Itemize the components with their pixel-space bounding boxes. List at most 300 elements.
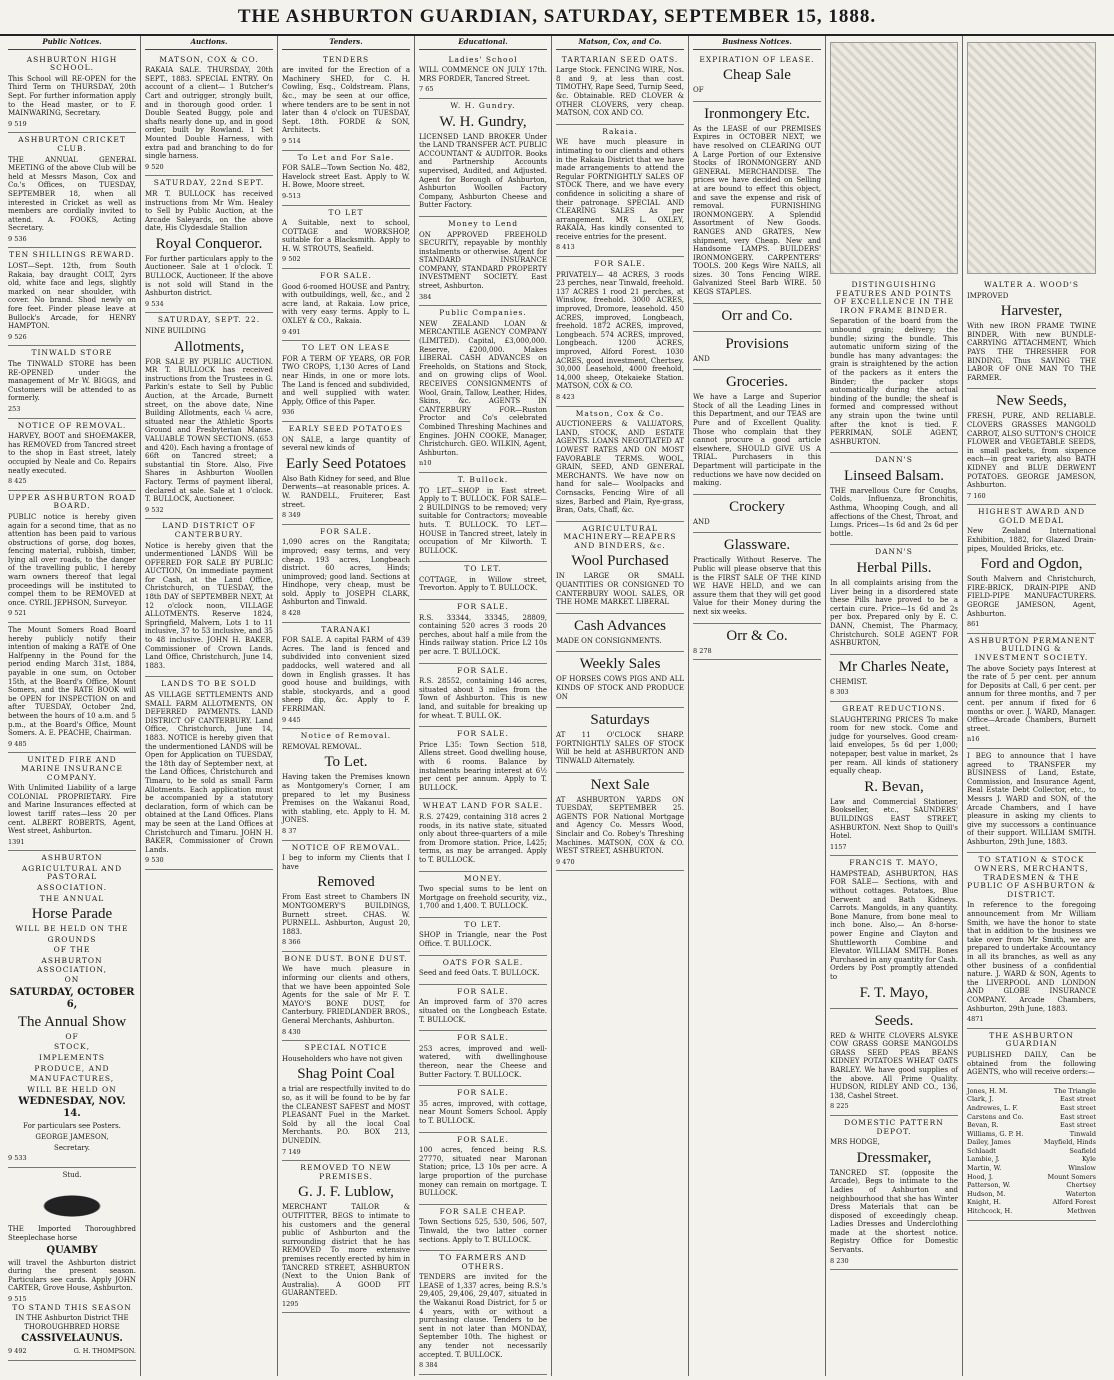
ad-reference-number: 7 160 <box>967 491 986 500</box>
ad-display-heading: Orr and Co. <box>721 307 793 324</box>
column-8 <box>963 36 1100 1376</box>
ad-body: PUBLIC notice is hereby given again for a second time, that as no attention has been paid to various obstructions of gorse, dog boxes, fencing material, rubbish, timber, lying all over roads, to the danger of the travelling public, I hereby warn owners thereof that legal proceedings will be instituted to compel them to be REMOVED at once. CYRIL JEPHSON, Surveyor. <box>8 512 136 607</box>
advertisement <box>419 53 547 99</box>
ad-title: Matson, Cox & Co. <box>575 408 665 418</box>
agent-row <box>967 1130 1096 1139</box>
ad-title: TARANAKI <box>321 624 371 634</box>
ad-title: TARTARIAN SEED OATS. <box>561 54 679 64</box>
column-2 <box>141 36 278 1376</box>
ad-body: An improved farm of 370 acres situated on the Longbeach Estate. T. BULLOCK. <box>419 998 547 1024</box>
ad-body-continued: a trial are respectfully invited to do so, as it will be found to be by far the CLEANEST SAFEST and MOST PLEASANT Fuel in the Market. Sold by all the local Coal Merchants. P.O. BOX 213, DUNEDIN. <box>282 1085 410 1145</box>
ad-body-continued: AT ASHBURTON YARDS ON TUESDAY, SEPTEMBER 25. AGENTS FOR National Mortgage and Agency Co. Messrs Wood, Sinclair and Co. Robey's Threshing Machines. MATSON, COX & CO. WEST STREET, ASHBURTON. <box>556 795 684 856</box>
ad-body: IMPROVED <box>967 291 1009 300</box>
ad-body: We have much pleasure in informing our clients and others, that we have been appointed Sole Agents for the sale of Mr F. T. MAYO'S BONE DUST, for Canterbury. FRIEDLANDER BROS., General Merchants, Ashburton. <box>282 965 410 1026</box>
ad-reference-number: 9 515 <box>8 1294 27 1303</box>
ad-body: 100 acres, fenced being R.S. 27770, situated near Maronan Station; price, L3 10s per acre. A large proportion of the purchase money can remain on mortgage. T. BULLOCK. <box>419 1146 547 1198</box>
advertisement <box>282 1041 410 1161</box>
ad-title: THE ASHBURTON GUARDIAN <box>989 1030 1074 1049</box>
ad-title: DANN'S <box>875 547 913 557</box>
ad-title: AGRICULTURAL MACHINERY—REAPERS AND BINDERS, &c. <box>563 523 677 550</box>
ad-title: Notice of Removal. <box>300 731 392 741</box>
ad-reference-number: 4871 <box>967 1015 984 1024</box>
ad-body: This School will RE-OPEN for the Third Term on THURSDAY, 20th Sept. For further information apply to the Head master, or to F. MAINWARING, Secretary. <box>8 74 136 118</box>
ad-reference-number: 8 349 <box>282 511 301 520</box>
ad-reference-number: 9 521 <box>8 609 27 618</box>
masthead <box>0 0 1114 36</box>
advertisement <box>282 151 410 206</box>
ad-body: The above Society pays Interest at the rate of 5 per cent. per annum for Deposits at Call, 6 per cent. per annum for three months, and 7 per cent. per annum if fixed for 6 months or over. J. WARD, Manager. Office—Arcade Chambers, Burnett street. <box>967 664 1096 733</box>
ad-body-continued: IN LARGE OR SMALL QUANTITIES OR CONSIGNED TO CANTERBURY WOOL SALES, OR THE HOME MARKET. LIBERAL <box>556 572 684 607</box>
ad-title: HIGHEST AWARD AND GOLD MEDAL <box>978 507 1085 525</box>
agent-name: Dailey, James <box>967 1138 1011 1147</box>
ad-reference-number: n16 <box>967 735 980 744</box>
ad-body: ON SALE, a large quantity of several new kinds of <box>282 435 410 453</box>
advertisement <box>145 176 273 313</box>
advertisement <box>419 1031 547 1086</box>
advertisement <box>556 708 684 772</box>
ad-display-heading: Groceries. <box>725 374 789 391</box>
ad-body: 35 acres, improved, with cottage, near Mount Somers School. Apply to T. BULLOCK. <box>419 1099 547 1125</box>
advertisement <box>419 99 547 217</box>
ad-body: WE have much pleasure in intimating to our clients and others in the Rakaia District that we have made arrangements to attend the Regular FORTNIGHTLY SALES OF STOCK There, and we have every confidence in soliciting a share of their patronage. SPECIAL AND CLEARING SALES As per arrangement. MR L. OXLEY, RAKAIA, Has kindly consented to receive entries for the present. <box>556 138 684 241</box>
advertisement <box>830 1009 958 1116</box>
agent-row <box>967 1190 1096 1199</box>
ad-body-continued: THE marvellous Cure for Coughs, Colds, Influenza, Bronchitis, Asthma, Whooping Cough, and all affections of the Chest, Throat, and Lungs. Prices—1s 6d and 2s 6d per bottle. <box>830 486 958 538</box>
announcement-line: WILL BE HELD ON THE <box>15 924 129 934</box>
column-3 <box>278 36 415 1376</box>
binder-illustration <box>830 42 958 274</box>
announcement-line: OF THE <box>53 945 91 955</box>
ad-display-heading: Next Sale <box>590 776 650 793</box>
agent-location: East street <box>1060 1121 1096 1130</box>
ad-reference-number: 936 <box>282 408 295 417</box>
announcement-line: WILL BE HELD ON <box>27 1084 117 1094</box>
announcement-line: PRODUCE, AND <box>34 1063 110 1073</box>
ad-reference-number: 9-513 <box>282 191 301 200</box>
advertisement <box>967 1029 1096 1084</box>
ad-reference-number: 7 149 <box>282 1147 301 1156</box>
ad-body: 253 acres, improved and well-watered, with dwellinghouse thereon, near the Cheese and Butter Factory. T. BULLOCK. <box>419 1044 547 1079</box>
ad-title: To Let and For Sale. <box>297 152 395 162</box>
ad-display-heading: Glassware. <box>723 537 791 554</box>
ad-body-continued: OF HORSES COWS PIGS AND ALL KINDS OF STOCK AND PRODUCE ON <box>556 675 684 701</box>
announcement-line: AGRICULTURAL AND PASTORAL <box>21 863 123 882</box>
ad-title: MONEY. <box>463 873 503 883</box>
ad-body-continued: We have a Large and Superior Stock of all the Leading Lines in this Department, and our TEAS are Pure and of Excellent Quality. Those who complain that they cannot procure a good article elsewhere, SHOULD GIVE US A TRIAL. Purchasers in this Department will participate in the reductions we have now decided on making. <box>693 393 821 488</box>
ad-title: BONE DUST. BONE DUST. <box>284 953 408 963</box>
ad-body: R.S. 28552, containing 146 acres, situated about 3 miles from the Town of Ashburton. This is new land, and suitable for breaking up for wheat. T. BULL OK. <box>419 677 547 720</box>
ad-display-heading: Wool Purchased <box>571 553 669 570</box>
ad-title: FOR SALE CHEAP. <box>439 1206 527 1216</box>
column-1 <box>4 36 141 1376</box>
advertisement <box>419 918 547 956</box>
column-heading: Public Notices. <box>8 38 136 50</box>
agent-name: Williams, G. P. H. <box>967 1129 1024 1138</box>
agent-location: East street <box>1060 1112 1096 1121</box>
ad-title: MATSON, COX & CO. <box>159 54 259 64</box>
ad-body: Separation of the board from the unbound grain; delivery; the bundle; sizing the bundle. This automatic uniform sizing of the bundle has many advantages: the grain is straightened by the action of the packers as it enters the Binder; the packer stops automatically during the actual binding of the bundle; the sheaf is formed and compressed without any strain upon the twine until after the knot is tied. F. PERRIMAN, SOLE AGENT, ASHBURTON. <box>830 317 958 446</box>
advertisement <box>830 545 958 654</box>
ad-body: TENDERS are invited for the LEASE of 1,337 acres, being R.S.'s 29,405, 29,406, 29,407, situated in the Wakanui Road District, for 5 or 4 years, with or without a purchasing clause. Tenders to be sent in not later than MONDAY, September 10th. The highest or any tender not necessarily accepted. T. BULLOCK. <box>419 1273 547 1359</box>
advertisement <box>419 1133 547 1205</box>
ad-reference-number: 8 366 <box>282 938 301 947</box>
stud-title: TO STAND THIS SEASON <box>12 1302 132 1312</box>
column-heading: Tenders. <box>282 38 410 50</box>
column-heading: Educational. <box>419 38 547 50</box>
ad-reference-number: 9 491 <box>282 327 301 336</box>
ad-title: Public Companies. <box>439 308 527 318</box>
ad-display-heading: Linseed Balsam. <box>844 467 944 484</box>
ad-body-continued: For further particulars apply to the Auctioneer. Sale at 1 o'clock. T. BULLOCK, Auctioneer. If the above is not sold will Stand in the Ashburton district. <box>145 254 273 298</box>
ad-body: RAKAIA SALE. THURSDAY, 20th SEPT., 1883. SPECIAL ENTRY. On account of a client— 1 Butcher's Cart and outrigger, strongly built, and in thorough good order. 1 Double Seated Buggy, pole and shafts nearly done up, and in good order, built by Rowland. 1 Set Mounted Double Harness, with extra pad and branching to do for single harness. <box>145 66 273 161</box>
ad-display-heading: Royal Conqueror. <box>155 235 263 252</box>
agent-name: Andrewes, L. F. <box>967 1103 1018 1112</box>
agent-location: East street <box>1060 1095 1096 1104</box>
ad-body: TO LET—SHOP in East street. Apply to T. BULLOCK. FOR SALE—2 BUILDINGS to be removed; very suitable for Contractors; moveable huts. T. BULLOCK. TO LET—HOUSE in Tancred street, lately in occupation of Mr Kilworth. T. BULLOCK. <box>419 486 547 555</box>
ad-title: FOR SALE. <box>457 1134 509 1144</box>
agent-location: Mount Somers <box>1047 1172 1096 1181</box>
ad-title: LAND DISTRICT OF CANTERBURY. <box>162 521 256 539</box>
stud-footer <box>8 1347 136 1356</box>
ad-reference-number: 8 278 <box>693 646 712 655</box>
ad-body: R.S. 33344, 33345, 28809, containing 520 acres 3 roods 20 perches, about half a mile from the Hinds railway station. Price L2 10s per acre. T. BULLOCK. <box>419 613 547 657</box>
agent-name: Knight, H. <box>967 1198 1001 1207</box>
ad-display-heading: Provisions <box>725 335 789 352</box>
ad-title: UPPER ASHBURTON ROAD BOARD. <box>8 492 136 511</box>
advertisement <box>419 1251 547 1375</box>
ad-body-continued: Also Bath Kidney for seed, and Blue Derwents—at reasonable prices. A. W. RANDELL, Fruiterer, East street. <box>282 474 410 509</box>
agent-row <box>967 1164 1096 1173</box>
ad-body: Two special sums to be lent on Mortgage on freehold security, viz., 1,700 and 1,400. T. BULLOCK. <box>419 885 547 911</box>
agent-name: Lambie, J. <box>967 1155 1000 1164</box>
ad-reference-number: 8 425 <box>8 477 27 486</box>
advertisement <box>693 370 821 495</box>
ad-title: TO LET <box>328 207 364 217</box>
ad-title: ASHBURTON PERMANENT BUILDING & INVESTMENT SOCIETY. <box>968 635 1095 662</box>
horse-illustration <box>8 1182 136 1222</box>
advertisement <box>693 332 821 371</box>
agent-name: Patterson, W. <box>967 1181 1011 1190</box>
advertisement <box>8 346 136 418</box>
ad-body-continued: CHEMIST. <box>830 677 868 686</box>
advertisement <box>419 473 547 562</box>
announcement-signature: GEORGE JAMESON, <box>35 1132 109 1141</box>
announcement-line: OF <box>65 1031 79 1041</box>
ad-body: Householders who have not given <box>282 1054 403 1063</box>
advertisement <box>419 664 547 728</box>
agent-name: Hood, J. <box>967 1172 993 1181</box>
ad-display-heading: G. J. F. Lublow, <box>298 1184 394 1201</box>
ad-title: TO LET ON LEASE <box>302 343 390 353</box>
ad-title: T. Bullock. <box>457 474 509 484</box>
advertisement <box>8 419 136 491</box>
ad-reference-number: 9 519 <box>8 119 27 128</box>
ad-body-continued: Practically Without Reserve. The Public will please observe that this is the FIRST SALE OF THE KIND WE HAVE HELD, and we can assure them that they will get good Value for their Money during the next six weeks. <box>693 556 821 616</box>
advertisement <box>419 956 547 985</box>
ad-display-heading: Dressmaker, <box>856 1149 932 1166</box>
advertisement <box>282 525 410 623</box>
advertisement <box>282 729 410 840</box>
ad-reference-number: 9 445 <box>282 715 301 724</box>
agent-name: Martin, W. <box>967 1164 1002 1173</box>
advertisement <box>8 753 136 851</box>
agent-name: Carstens and Co. <box>967 1112 1024 1121</box>
advertisement <box>556 773 684 872</box>
ad-display-heading: Allotments, <box>173 338 245 355</box>
advertisement <box>830 1116 958 1270</box>
announcement-line: MANUFACTURES, <box>29 1074 115 1084</box>
agent-row <box>967 1173 1096 1182</box>
ad-title: TINWALD STORE <box>31 348 113 358</box>
advertisement <box>145 519 273 677</box>
ad-title: FOR SALE. <box>457 1088 509 1098</box>
masthead-title: THE ASHBURTON GUARDIAN, SATURDAY, SEPTEMBER 15, 1888. <box>237 6 877 27</box>
announcement-role: Secretary. <box>54 1143 90 1152</box>
ad-title: ASHBURTON HIGH SCHOOL. <box>26 54 118 73</box>
agent-location: Mayfield, Hinds <box>1043 1138 1096 1147</box>
ad-reference-number: 8 303 <box>830 688 849 697</box>
ad-reference-number: 1391 <box>8 837 25 846</box>
harvester-illustration <box>967 42 1096 274</box>
ad-body: AUCTIONEERS & VALUATORS, LAND, STOCK, AND ESTATE AGENTS. LOANS NEGOTIATED AT LOWEST RATES AND ON MOST FAVORABLE TERMS. WOOL, GRAIN, SEED, AND GENERAL MERCHANTS. We have now on hand for sale— Woolpacks and Cornsacks, Fencing Wire of all sizes, Barbed and Plain, Rye-grass, Bran, Oats, Chaff, &c. <box>556 420 684 515</box>
ad-body-continued: AND <box>693 517 710 526</box>
ad-reference-number: 8 37 <box>282 826 297 835</box>
ad-title: GREAT REDUCTIONS. <box>842 703 946 713</box>
advertisement <box>693 495 821 534</box>
advertisement <box>967 505 1096 634</box>
ad-reference-number: 9 520 <box>145 162 164 171</box>
agent-row <box>967 1113 1096 1122</box>
ad-display-heading: Shag Point Coal <box>297 1066 395 1083</box>
advertisement <box>282 206 410 270</box>
announcement-footer: For particulars see Posters. <box>23 1122 121 1131</box>
advertisement <box>419 985 547 1031</box>
stud-notices <box>8 1168 136 1361</box>
agent-row <box>967 1207 1096 1216</box>
ad-body: COTTAGE, in Willow street, Trevorton. Apply to T. BULLOCK. <box>419 575 547 593</box>
ad-body: Large Stock. FENCING WIRE, Nos. 8 and 9, at less than cost. TIMOTHY, Rape Seed, Turnip Seed, &c. Obtainable. RED CLOVER & OTHER CLOVERS, very cheap. MATSON, COX AND CO. <box>556 66 684 118</box>
ad-reference-number: 8 430 <box>282 1027 301 1036</box>
show-announcement <box>8 851 136 1167</box>
advertisement <box>282 952 410 1041</box>
advertisement <box>145 677 273 869</box>
ad-title: TO FARMERS AND OTHERS. <box>439 1253 527 1271</box>
agent-location: Methven <box>1066 1207 1096 1216</box>
ad-body: Price L35: Town Section 518, Allens street. Good dwelling house, with 6 rooms. Balance by instalments bearing interest at 6½ per cent per annum. Apply to T. BULLOCK. <box>419 740 547 792</box>
ad-reference-number: 8 225 <box>830 1102 849 1111</box>
agent-row <box>967 1121 1096 1130</box>
advertisement <box>556 53 684 125</box>
advertisement <box>8 133 136 248</box>
ad-body-continued: MERCHANT TAILOR & OUTFITTER, BEGS to intimate to his customers and the general public of Ashburton and the surrounding district that he has REMOVED To more extensive premises recently erected by him in TANCRED STREET, ASHBURTON (Next to the Union Bank of Australia). A GOOD FIT GUARANTEED. <box>282 1203 410 1298</box>
stud-heading: Stud. <box>62 1170 82 1179</box>
ad-reference-number: 253 <box>8 404 21 413</box>
agent-location: East street <box>1060 1103 1096 1112</box>
advertisement <box>693 624 821 661</box>
stud-signature: G. H. THOMPSON. <box>73 1347 136 1356</box>
column-7 <box>826 36 963 1376</box>
agent-row <box>967 1198 1096 1207</box>
advertisement <box>282 269 410 341</box>
agent-name: Hitchcock, H. <box>967 1207 1013 1216</box>
agent-name: Hudson, M. <box>967 1189 1006 1198</box>
ad-display-heading: R. Bevan, <box>864 778 924 795</box>
ad-body: HARVEY, BOOT and SHOEMAKER, has REMOVED from Tancred street to the shop in East street, lately occupied by Neale and Co. Repairs neatly executed. <box>8 432 136 475</box>
ad-title: TO STATION & STOCK OWNERS, MERCHANTS, TRADESMEN & THE PUBLIC OF ASHBURTON & DISTRICT. <box>967 855 1096 899</box>
stud-body-continued: will travel the Ashburton district during the present season. Particulars see cards. Apply JOHN CARTER, Grove House, Ashburton. <box>8 1258 136 1293</box>
advertisement <box>830 453 958 545</box>
announcement-heading: Horse Parade <box>31 906 113 923</box>
ad-title: LANDS TO BE SOLD <box>161 679 257 689</box>
ad-title: DISTINGUISHING FEATURES AND POINTS OF EXCELLENCE IN THE IRON FRAME BINDER. <box>833 280 955 315</box>
ad-body: MRS HODGE, <box>830 1138 880 1147</box>
agent-location: Tinwald <box>1069 1129 1096 1138</box>
ad-title: WHEAT LAND FOR SALE. <box>422 801 544 811</box>
ad-body: MR T. BULLOCK has received instructions from Mr Wm. Healey to Sell by Public Auction, at the Arcade Saleyards, on the above date, His Clydesdale Stallion <box>145 189 273 233</box>
advertisement <box>282 841 410 952</box>
advertisement <box>282 1161 410 1313</box>
advertisement <box>556 125 684 257</box>
advertisement <box>8 248 136 346</box>
advertisement <box>693 102 821 304</box>
advertisement <box>419 1086 547 1132</box>
ad-body-continued: As the LEASE of our PREMISES Expires in OCTOBER NEXT, we have resolved on CLEARING OUT A Large Portion of our Extensive Stocks of IRONMONGERY AND GENERAL MERCHANDISE. The prices we have decided on Selling at are bound to effect this object, and save the expense and risk of removal. FURNISHING IRONMONGERY. A Splendid Assortment of New Goods. RANGES AND GRATES, New shipment, very Cheap. New and Handsome LAMPS. BUILDERS' IRONMONGERY. CARPENTERS' TOOLS. 200 Kegs Wire NAILS, all sizes. 30 Tons Fencing WIRE. Galvanized Steel Barb WIRE. 50 KEGS STAPLES. <box>693 124 821 297</box>
advertisement <box>967 853 1096 1028</box>
advertisement <box>8 623 136 753</box>
agent-location: Chertsey <box>1066 1181 1096 1190</box>
advertisement <box>419 600 547 664</box>
agents-list <box>967 1084 1096 1221</box>
ad-body: AS VILLAGE SETTLEMENTS AND SMALL FARM ALLOTMENTS, ON DEFERRED PAYMENTS. LAND DISTRICT OF CANTERBURY. Land Office, Christchurch, June 14, 1883. NOTICE is hereby given that the undermentioned LANDS will be Open for Application on TUESDAY, the 18th day of September next, at the Land Offices, Christchurch and Timaru, to be sold as small Farm Allotments. Each application must be accompanied by a statutory declaration, form of which can be obtained at the Land Offices. Plans may be seen at the Land Offices at Christchurch and Timaru. JOHN H. BAKER, Commissioner of Crown Lands. <box>145 691 273 854</box>
ad-body: NINE BUILDING <box>145 327 206 336</box>
ad-display-heading: Early Seed Potatoes <box>286 455 406 472</box>
advertisement <box>419 562 547 600</box>
advertisement <box>419 799 547 871</box>
ad-display-heading: Seeds. <box>874 1012 914 1029</box>
ad-body: In reference to the foregoing announcement from Mr William Smith, we have the honor to state that in addition to the business we take over from Mr Smith, we are prepared to undertake Accountancy in all its branches, as well as any other business of a confidential nature. J. WARD & SON, Agents to the LIVERPOOL AND LONDON AND GLOBE INSURANCE COMPANY. Arcade Chambers, Ashburton, 29th June, 1883. <box>967 901 1096 1013</box>
stud-body: THE Imported Thoroughbred Steeplechase horse <box>8 1225 136 1242</box>
agent-row <box>967 1147 1096 1156</box>
advertisement <box>830 655 958 702</box>
advertisement <box>282 53 410 151</box>
ad-display-heading: New Seeds, <box>996 393 1067 410</box>
ad-reference-number: 9 526 <box>8 332 27 341</box>
ad-reference-number: 9 492 <box>8 1347 27 1356</box>
ad-display-heading: Cheap Sale <box>723 67 791 84</box>
ad-body: are invited for the Erection of a Machinery SHED, for C. H. Cowling, Esq., Coldstream. Plans, &c., may be seen at our office, where tenders are to be sent in not later than 4 o'clock on TUESDAY, Sept. 18th. FORDE & SON, Architects. <box>282 66 410 135</box>
column-6 <box>689 36 826 1376</box>
ad-title: REMOVED TO NEW PREMISES. <box>300 1163 392 1181</box>
agent-location: Winslow <box>1068 1164 1096 1173</box>
ad-display-heading: Saturdays <box>590 712 650 729</box>
ad-body-continued: In all complaints arising from the Liver being in a disordered state these Pills have proved to be a certain cure. Price—1s 6d and 2s per box. Prepared only by E. C. DANN, Chemist, The Pharmacy, Christchurch. SOLE AGENT FOR ASHBURTON, <box>830 579 958 648</box>
agent-row <box>967 1095 1096 1104</box>
ad-body: THE ANNUAL GENERAL MEETING of the above Club will be held at Messrs Mason, Cox and Co.'s Offices, on TUESDAY, SEPTEMBER 18, when all interested in Cricket as well as members are cordially invited to attend. A. FOOKS, Acting Secretary. <box>8 155 136 233</box>
ad-title: NOTICE OF REMOVAL. <box>17 420 127 430</box>
announcement-line: GROUNDS <box>47 934 97 944</box>
ad-reference-number: 8 423 <box>556 392 575 401</box>
agent-row <box>967 1181 1096 1190</box>
announcement-date: SATURDAY, OCTOBER 6, <box>9 986 135 1010</box>
agent-row <box>967 1104 1096 1113</box>
ad-body-continued: South Malvern and Christchurch, FIRE-BRICK, DRAIN-PIPE AND FIELD-PIPE MANUFACTURERS. GEORGE JAMESON, Agent, Ashburton. <box>967 575 1096 618</box>
ad-body-continued: AND <box>693 354 710 363</box>
ad-display-heading: F. T. Mayo, <box>859 984 929 1001</box>
ad-body: SHOP in Triangle, near the Post Office. T. BULLOCK. <box>419 931 547 949</box>
ad-body-continued: RED & WHITE CLOVERS ALSYKE COW GRASS GORSE MANGOLDS GRASS SEED PEAS BEANS KIDNEY POTATOES WHEAT OATS BARLEY. We have good supplies of the above. All Prime Quality. HUDSON, RIDLEY AND CO., 136, 138, Cashel Street. <box>830 1031 958 1100</box>
ad-reference-number: 9 502 <box>282 255 301 264</box>
agent-name: Jones, H. M. <box>967 1086 1008 1095</box>
ad-reference-number: 9 533 <box>8 1154 27 1163</box>
ad-title: DANN'S <box>875 455 913 465</box>
ad-display-heading: Harvester, <box>1000 303 1063 320</box>
agent-location: Waterton <box>1065 1189 1096 1198</box>
ad-title: WALTER A. WOOD'S <box>983 280 1080 289</box>
advertisement <box>693 304 821 332</box>
ad-body: I BEG to announce that I have agreed to TRANSFER my BUSINESS of Land, Estate, Commission, and Insurance Agent, Real Estate Debt Collector, etc., to Messrs J. WARD and SON, of the Arcade Chambers, and I have pleasure in asking my clients to give my successors a continuance of their support. WILLIAM SMITH. Ashburton, 29th June, 1883. <box>967 751 1096 846</box>
ad-title: FOR SALE. <box>457 729 509 739</box>
ad-title: SATURDAY, 22nd SEPT. <box>153 178 265 188</box>
advertisement <box>830 278 958 453</box>
ad-title: FOR SALE. <box>320 526 372 536</box>
ad-body-continued: From East street to Chambers IN MONTGOMERY'S BUILDINGS, Burnett street. CHAS. W. PURNELL. Ashburton, August 20, 1883. <box>282 893 410 936</box>
advertisement <box>145 313 273 519</box>
ad-reference-number: 9 532 <box>145 505 164 514</box>
advertisement <box>419 217 547 306</box>
ad-body: SLAUGHTERING PRICES To make room for new stock. Come and judge for yourselves. Good cream-laid envelopes, 5s 6d per 1,000; notepaper, best value in market, 2s per ream. All kinds of stationery equally cheap. <box>830 715 958 776</box>
ad-body: WILL COMMENCE ON JULY 17th. MRS FORDER, Tancred Street. <box>419 66 547 83</box>
ad-body: LOST—Sept. 12th, from South Rakaia, bay draught COLT, 2yrs old, white face and legs, slightly marked on near shoulder, with cover. No brand. Shod newly on fore feet. Finder please leave at Bullock's Arcade, for HENRY HAMPTON. <box>8 262 136 331</box>
ad-body: Notice is hereby given that the undermentioned LANDS Will be OFFERED FOR SALE BY PUBLIC AUCTION, On immediate payment for Cash, at the Land Office, Christchurch, on TUESDAY, the 18th DAY of SEPTEMBER NEXT, At 12 o'clock noon, VILLAGE ALLOTMENTS. Reserve 1824, Springfield, Malvern, Lots 1 to 11 inclusive, 37 to 53 inclusive, and 35 to 48 inclusive. JOHN H. BAKER, Commissioner of Crown Lands. Land Office, Christchurch, June 14, 1883. <box>145 541 273 670</box>
ad-body: I beg to inform my Clients that I have <box>282 854 410 871</box>
columns <box>4 36 1110 1376</box>
advertisement <box>556 652 684 708</box>
ad-body: FOR SALE—Town Section No. 482, Havelock street East. Apply to W. H. Bowe, Moore street. <box>282 164 410 190</box>
announcement-line: THE ANNUAL <box>39 893 105 903</box>
advertisement <box>693 53 821 102</box>
ad-body: With Unlimited Liability of a large COLONIAL PROPRIETARY. Fire and Marine Insurances effected at lowest tariff rates—less 20 per cent. ALBERT ROBERTS, Agent, West street, Ashburton. <box>8 784 136 836</box>
agent-location: Alford Forest <box>1052 1198 1096 1207</box>
advertisement <box>556 614 684 653</box>
ad-body: FOR A TERM OF YEARS, OR FOR TWO CROPS, 1,130 Acres of Land near Hinds, in one or more lots. The Land is fenced and subdivided, and well supplied with water. Apply, Office of this Paper. <box>282 354 410 406</box>
agent-row <box>967 1155 1096 1164</box>
ad-display-heading: Weekly Sales <box>579 656 661 673</box>
ad-body: R.S. 27429, containing 318 acres 2 roods, in its native state, situated only about three-quarters of a mile from Dromore station. Price, L425; terms, as may be arranged. Apply to T. BULLOCK. <box>419 812 547 864</box>
ad-body: PRIVATELY— 48 ACRES, 3 roods 23 perches, near Tinwald, freehold. 137 ACRES 1 rood 21 perches, at Winslow, freehold. 3000 ACRES, improved, Dromore, leasehold. 450 ACRES, improved, Longbeach, freehold. 1872 ACRES, improved, Longbeach. 574 ACRES, improved, Longbeach. 1200 ACRES, improved, Alford Forest. 1030 ACRES, good investment, Chertsey. 30,000 Leasehold, 4000 freehold, 14,000 sheep, Otekaieke Station. MATSON, COX & CO. <box>556 270 684 391</box>
agent-location: The Triangle <box>1053 1086 1096 1095</box>
ad-display-heading: Cash Advances <box>573 617 667 634</box>
ad-body-continued: MADE ON CONSIGNMENTS. <box>556 636 662 645</box>
announcement-line: ASHBURTON <box>41 853 103 863</box>
ad-reference-number: 9 514 <box>282 136 301 145</box>
ad-body-continued: AT 11 O'CLOCK SHARP. FORTNIGHTLY SALES OF STOCK Will be held at ASHBURTON AND TINWALD Alternately. <box>556 731 684 765</box>
ad-body: Good 6-roomed HOUSE and Pantry, with outbuildings, well, &c., and 2 acre land, at Rakaia. Low price, with very easy terms. Apply to L. OXLEY & CO., Rakaia. <box>282 282 410 326</box>
ad-display-heading: Ford and Ogdon, <box>980 556 1083 573</box>
announcement-line: ON <box>64 975 80 985</box>
agent-name: Bevan, R. <box>967 1121 999 1130</box>
ad-body: New Zealand International Exhibition, 1882, for Glazed Drain-pipes, Moulded Bricks, etc. <box>967 527 1096 553</box>
advertisement <box>8 53 136 134</box>
ad-body: 1,090 acres on the Rangitata; improved; easy terms, and very cheap. 193 acres, Longbeach district. 60 acres, Hinds; unimproved; good land. Sections at Hindhope, very cheap, must be sold. Apply to JOSEPH CLARK, Ashburton and Tinwald. <box>282 538 410 607</box>
column-heading: Matson, Cox, and Co. <box>556 38 684 50</box>
advertisement <box>145 53 273 177</box>
ad-title: ASHBURTON CRICKET CLUB. <box>18 135 126 153</box>
advertisement <box>967 389 1096 505</box>
ad-title: FOR SALE. <box>457 986 509 996</box>
ad-title: NOTICE OF REMOVAL. <box>291 842 401 852</box>
announcement-line: ASSOCIATION. <box>37 883 107 893</box>
ad-reference-number: 8 413 <box>556 243 575 252</box>
